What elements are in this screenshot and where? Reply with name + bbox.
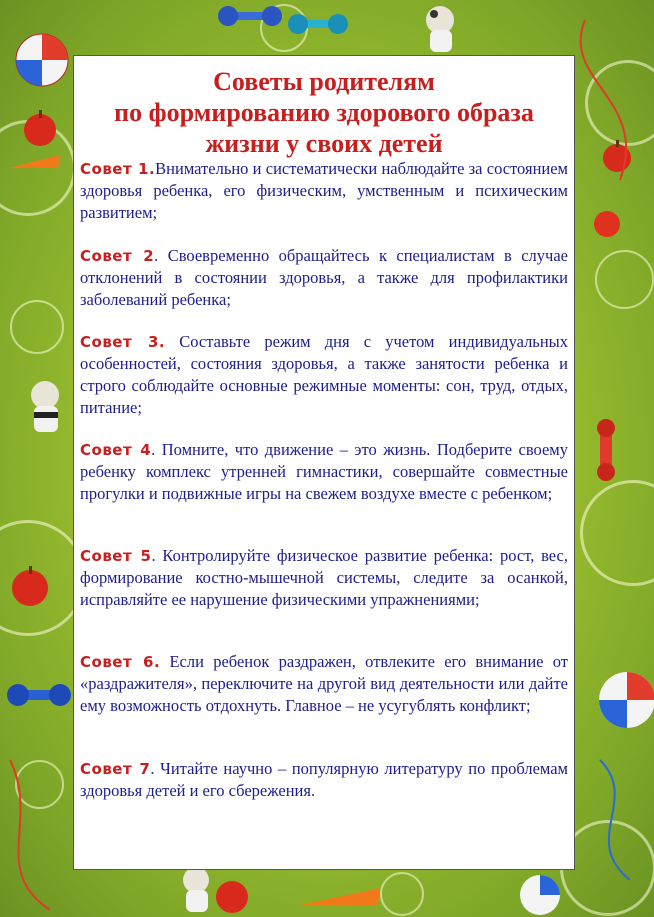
tip-7 <box>80 758 568 802</box>
bear-toy-icon <box>31 381 59 432</box>
tip-1 <box>80 158 568 224</box>
tip-3 <box>80 331 568 419</box>
tip-label: Совет 6. <box>80 653 161 671</box>
title-line: по формированию здорового образа <box>114 98 534 127</box>
tip-text: . Читайте научно – популярную литературу по проблемам здоровья детей и его сбережения. <box>80 759 568 800</box>
tip-label: Совет 1. <box>80 160 156 178</box>
tip-6 <box>80 651 568 717</box>
apple-icon <box>216 881 248 913</box>
dumbbell-icon <box>597 419 615 481</box>
jump-rope-icon <box>600 760 630 880</box>
carrot-icon <box>8 155 60 168</box>
jump-rope-icon <box>10 760 50 910</box>
tip-label: Совет 5 <box>80 547 152 565</box>
tip-5 <box>80 545 568 611</box>
carrot-icon <box>300 888 380 905</box>
apple-icon <box>594 211 620 237</box>
tip-text: . Помните, что движение – это жизнь. Подберите своему ребенку комплекс утренней гимнастики, совершайте совместные прогулки и подвижные игры на свежем воздухе вместе с ребенком; <box>80 440 568 503</box>
tip-label: Совет 3. <box>80 333 166 351</box>
tip-text: . Своевременно обращайтесь к специалистам в случае отклонений в состоянии здоровья, а также для профилактики заболеваний ребенка; <box>80 246 568 309</box>
title-line: жизни у своих детей <box>205 129 443 158</box>
dumbbell-icon <box>288 14 348 34</box>
beach-ball-icon <box>16 34 68 86</box>
dumbbell-icon <box>218 6 282 26</box>
bear-toy-icon <box>183 867 209 912</box>
content-panel <box>73 55 575 870</box>
bear-toy-icon <box>426 6 454 52</box>
dumbbell-icon <box>7 684 71 706</box>
tip-4 <box>80 439 568 505</box>
apple-icon <box>24 110 56 146</box>
beach-ball-icon <box>520 875 560 915</box>
title-line: Советы родителям <box>213 67 435 96</box>
tip-text: Если ребенок раздражен, отвлеките его внимание от «раздражителя», переключите на другой вид деятельности или дайте ему возможность отдохнуть. Главное – не усугублять конфликт; <box>80 652 569 715</box>
tip-2 <box>80 245 568 311</box>
tip-text: . Контролируйте физическое развитие ребенка: рост, вес, формирование костно-мышечной системы, следите за осанкой, исправляйте ее нарушение физическими упражнениями; <box>80 546 568 609</box>
apple-icon <box>12 566 48 606</box>
tip-label: Совет 7 <box>80 760 151 778</box>
tip-label: Совет 4 <box>80 441 152 459</box>
tip-text: Внимательно и систематически наблюдайте за состоянием здоровья ребенка, его физическим, умственным и психическим развитием; <box>80 159 569 222</box>
tip-text: Составьте режим дня с учетом индивидуальных особенностей, состояния здоровья, а также занятости ребенка и строго соблюдайте основные режимные моменты: сон, труд, отдых, питание; <box>80 332 568 417</box>
tip-label: Совет 2 <box>80 247 155 265</box>
page-title <box>74 66 574 159</box>
beach-ball-icon <box>599 672 654 728</box>
